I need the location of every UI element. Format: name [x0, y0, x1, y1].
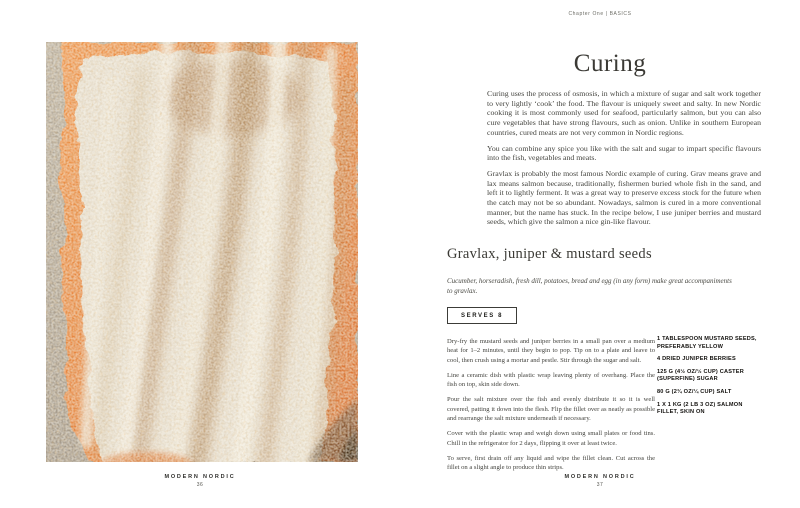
- running-header: Chapter One | BASICS: [568, 11, 632, 17]
- left-page-footer: [0, 474, 400, 488]
- chapter-paragraph-3: Gravlax is probably the most famous Nordic example of curing. Grav means grave and lax means salmon because, traditionally, fishermen buried whole fish in the sand, and left it to lightly ferment. It was a great way to preserve excess stock for the future when the catch may not be so abundant. Nowadays, salmon is cured in a more conventional manner, but the name has stuck. In the recipe below, I use juniper berries and mustard seeds, which give the salmon a nice gin-like flavour.: [487, 168, 761, 227]
- orange-grain-texture: [46, 42, 358, 462]
- method-step-5: To serve, first drain off any liquid and wipe the fillet clean. Cut across the fillet on a slight angle to produce thin strips.: [447, 454, 655, 472]
- ingredient-item-3: 125 G (4½ OZ/½ CUP) CASTER (SUPERFINE) SUGAR: [657, 368, 744, 383]
- salmon-cure-illustration: [46, 42, 358, 462]
- footer-book-title: MODERN NORDIC: [164, 474, 236, 480]
- method-step-1: Dry-fry the mustard seeds and juniper berries in a small pan over a medium heat for 1–2 minutes, until they begin to pop. Tip on to a plate and leave to cool, then crush using a mortar and pestle. Stir through the sugar and salt.: [447, 338, 655, 364]
- ingredient-item-1: 1 TABLESPOON MUSTARD SEEDS, PREFERABLY YELLOW: [657, 336, 757, 350]
- serves-badge: SERVES 8: [447, 307, 517, 324]
- chapter-paragraph-1: Curing uses the process of osmosis, in which a mixture of sugar and salt work together to very lightly ‘cook’ the food. The flavour is uniquely sweet and salty. In new Nordic cooking it is most commonly used for seafood, particularly salmon, but you can also cure vegetables that have strong flavours, such as onion. Unlike in southern European countries, cured meats are not very common in Nordic regions.: [487, 89, 761, 137]
- ingredient-item-2: 4 DRIED JUNIPER BERRIES: [657, 356, 736, 363]
- ingredient-item-5: 1 X 1 KG (2 LB 3 OZ) SALMON FILLET, SKIN ON: [657, 401, 743, 416]
- recipe-title: Gravlax, juniper & mustard seeds: [447, 246, 652, 262]
- right-page-footer: [400, 474, 800, 488]
- recipe-method: [447, 337, 655, 479]
- left-page-number: 36: [196, 482, 204, 488]
- footer-book-title: MODERN NORDIC: [564, 474, 636, 480]
- chapter-paragraph-2: You can combine any spice you like with the salt and sugar to impart specific flavours into the fish, vegetables and meats.: [487, 143, 761, 163]
- chapter-title: Curing: [573, 50, 647, 77]
- recipe-ingredients: [657, 336, 763, 422]
- method-step-4: Cover with the plastic wrap and weigh down using small plates or food tins. Chill in the refrigerator for 2 days, flipping it over at least twice.: [447, 430, 655, 447]
- chapter-intro: [487, 89, 761, 233]
- right-page-number: 37: [596, 482, 604, 488]
- right-page: [400, 0, 800, 508]
- ingredient-item-4: 80 G (2¾ OZ/¼ CUP) SALT: [657, 388, 732, 395]
- gravlax-photo: [46, 42, 358, 462]
- recipe-intro: Cucumber, horseradish, fresh dill, potatoes, bread and egg (in any form) make great accompaniments to gravlax.: [447, 277, 732, 295]
- method-step-3: Pour the salt mixture over the fish and evenly distribute it so it is well covered, patting it down into the flesh. Flip the fillet over as neatly as possible and rearrange the salt mixture underneath if necessary.: [447, 396, 655, 423]
- method-step-2: Line a ceramic dish with plastic wrap leaving plenty of overhang. Place the fish on top, skin side down.: [447, 371, 655, 389]
